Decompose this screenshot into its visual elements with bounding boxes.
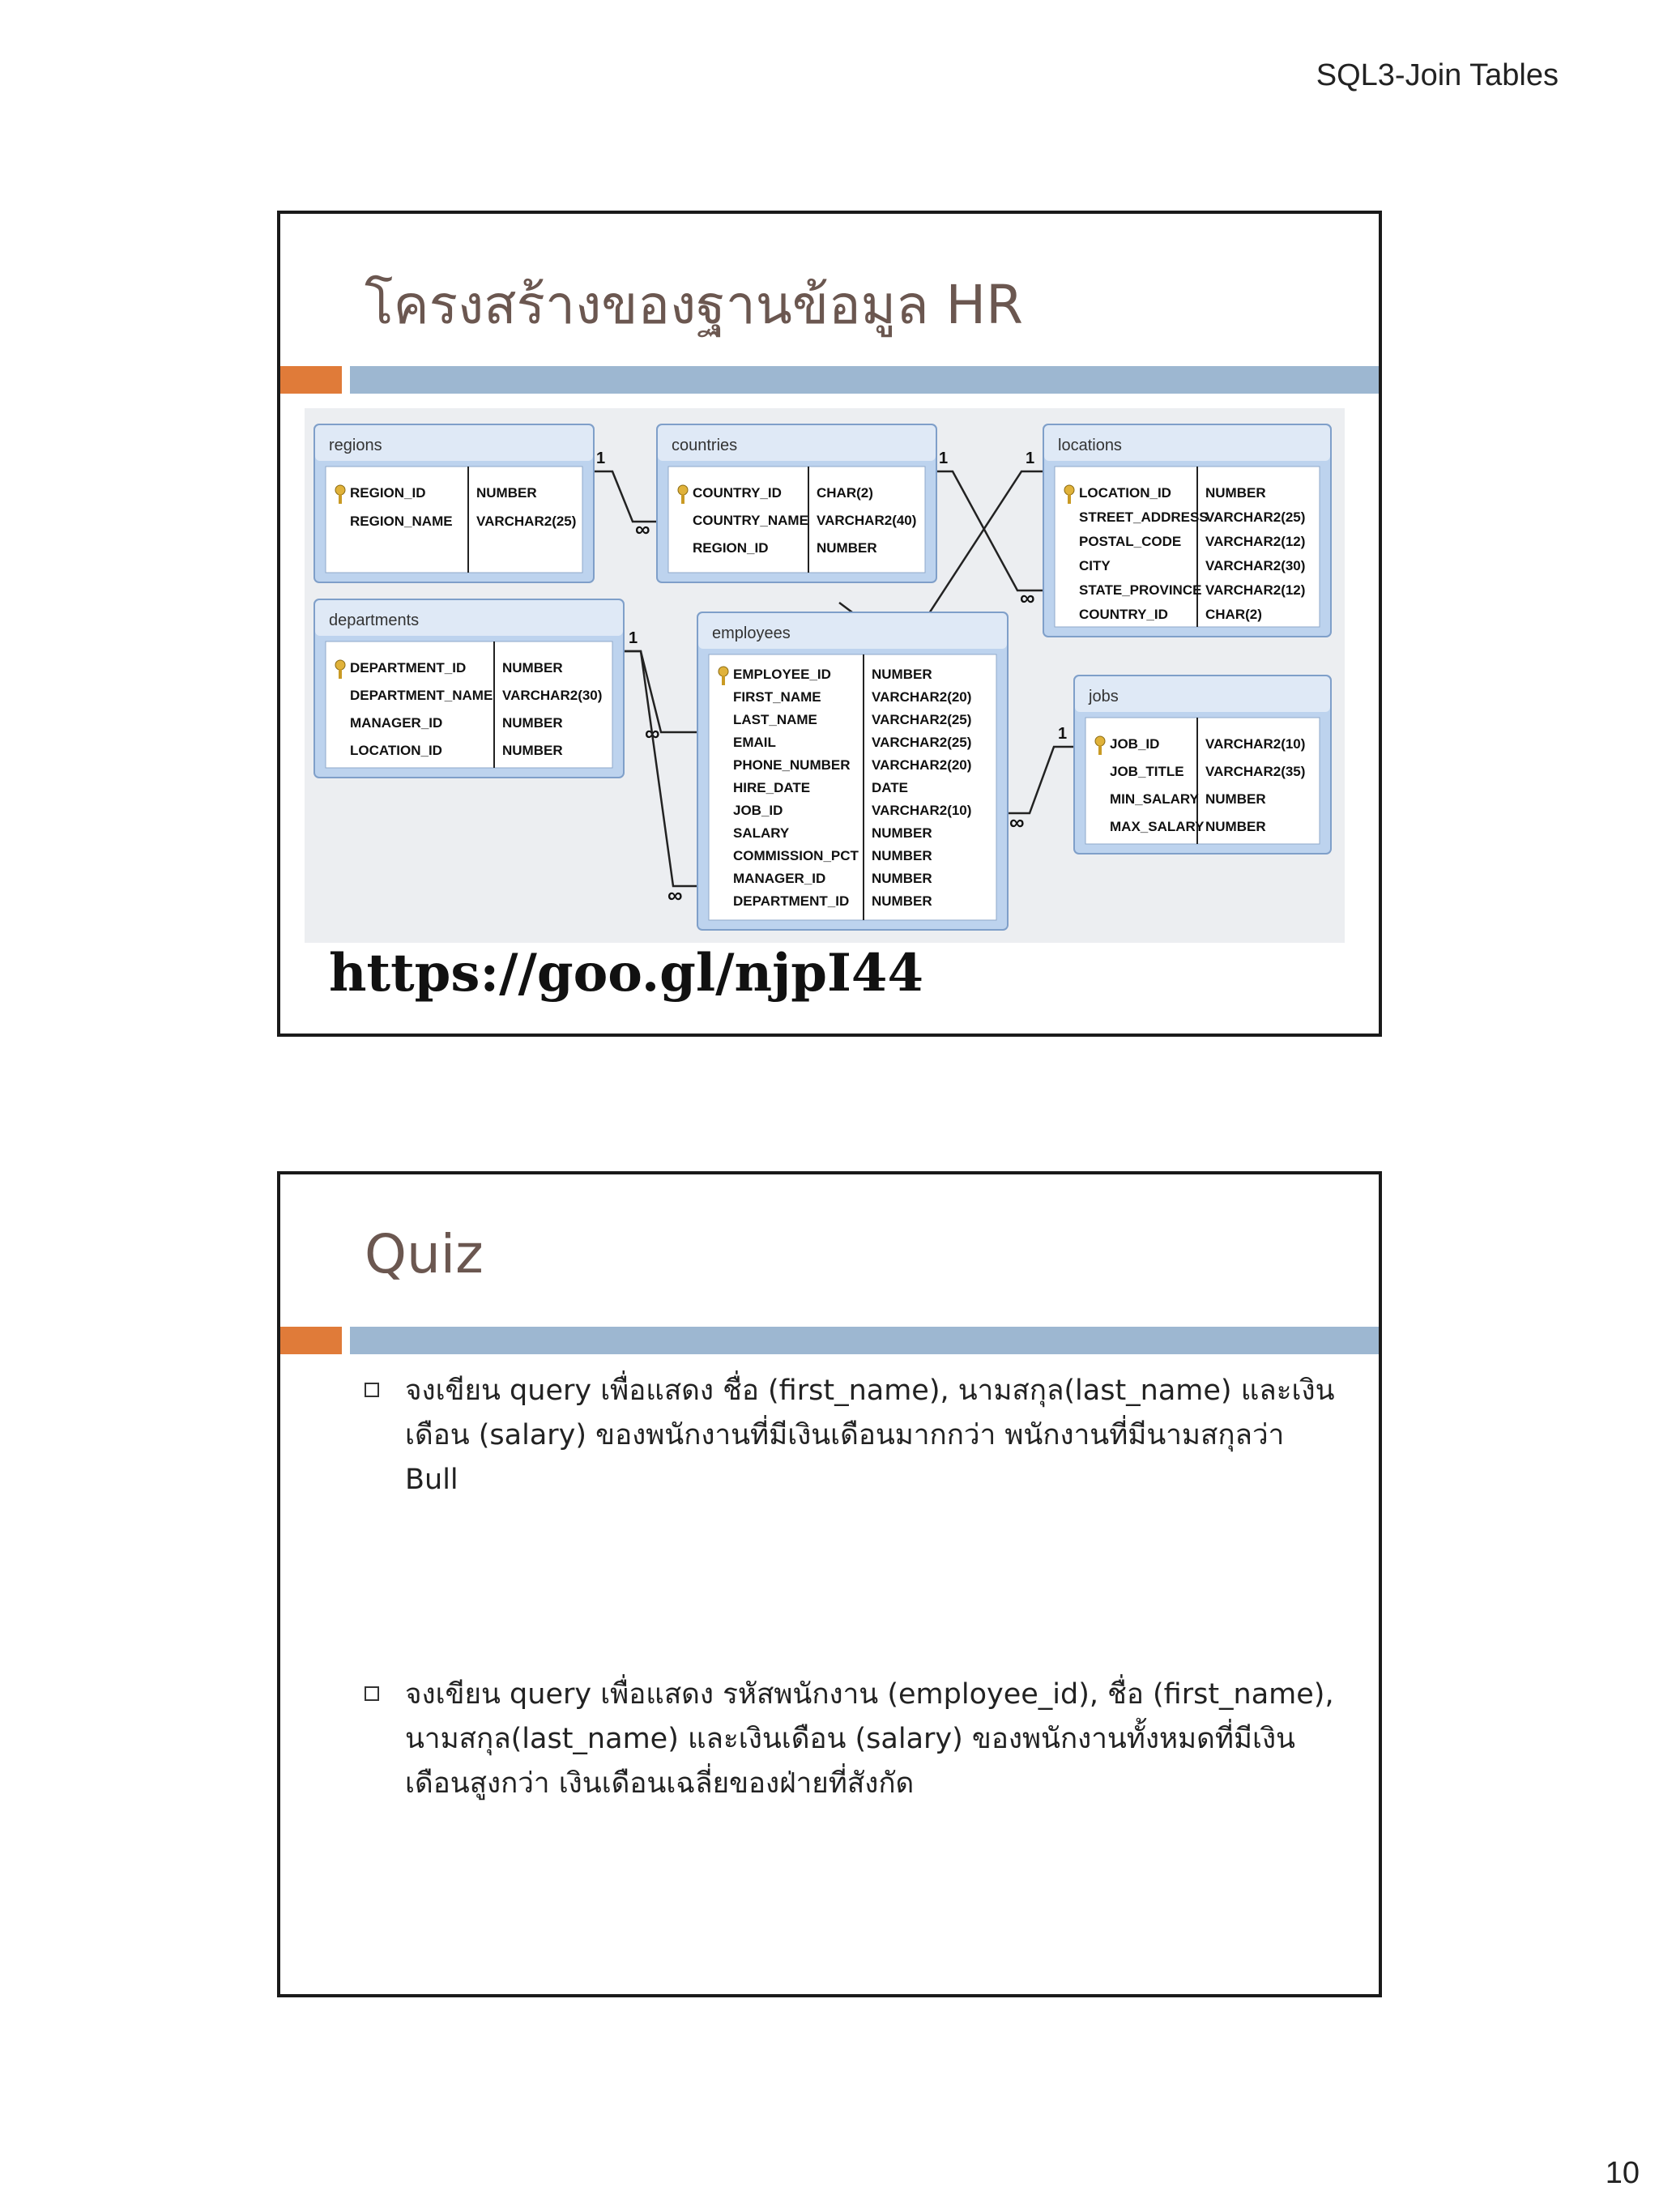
column-type: VARCHAR2(12) <box>1205 534 1306 549</box>
key-head <box>335 660 345 670</box>
cardinality-many: ∞ <box>667 883 683 907</box>
page-header-title: SQL3-Join Tables <box>1316 58 1559 92</box>
column-type: DATE <box>872 780 909 795</box>
column-type: NUMBER <box>817 540 877 556</box>
table-name: locations <box>1058 437 1122 454</box>
column-name: PHONE_NUMBER <box>733 757 851 773</box>
column-type: NUMBER <box>1205 791 1266 807</box>
column-name: EMAIL <box>733 735 776 750</box>
column-type: VARCHAR2(20) <box>872 757 972 773</box>
column-name: HIRE_DATE <box>733 780 811 795</box>
column-type: NUMBER <box>872 825 932 841</box>
cardinality-many: ∞ <box>635 517 650 541</box>
quiz-item-text: จงเขียน query เพื่อแสดง ชื่อ (first_name), นามสกุล(last_name) และเงินเดือน (salary) ของพนักงานที่มีเงินเดือนมากกว่า พนักงานที่มีนามสกุลว่า Bull <box>405 1375 1335 1496</box>
accent-bar-orange <box>280 366 342 394</box>
key-shaft <box>1098 745 1102 755</box>
key-shaft <box>681 494 684 504</box>
column-name: COUNTRY_ID <box>693 485 782 501</box>
slide-quiz <box>277 1171 1382 1997</box>
column-name: LAST_NAME <box>733 712 817 727</box>
column-name: STREET_ADDRESS <box>1079 509 1209 525</box>
column-name: SALARY <box>733 825 790 841</box>
table-name: jobs <box>1089 688 1119 705</box>
column-name: JOB_TITLE <box>1110 764 1184 779</box>
column-type: VARCHAR2(25) <box>872 735 972 750</box>
column-type: VARCHAR2(12) <box>1205 582 1306 598</box>
key-shaft <box>1068 494 1071 504</box>
cardinality-one: 1 <box>939 450 949 467</box>
table-jobs <box>1074 676 1331 854</box>
cardinality-many: ∞ <box>645 721 660 745</box>
key-head <box>1064 485 1074 495</box>
slide-title: Quiz <box>365 1223 484 1285</box>
column-type: NUMBER <box>502 743 563 758</box>
column-name: DEPARTMENT_NAME <box>350 688 493 703</box>
page-number: 10 <box>1605 2156 1640 2190</box>
table-countries <box>657 424 936 582</box>
key-shaft <box>339 494 342 504</box>
accent-bar-blue <box>350 1327 1379 1354</box>
table-name: departments <box>329 612 420 629</box>
column-type: NUMBER <box>872 893 932 909</box>
slide-title: โครงสร้างของฐานข้อมูล HR <box>365 274 1024 336</box>
column-name: LOCATION_ID <box>1079 485 1171 501</box>
column-name: MIN_SALARY <box>1110 791 1199 807</box>
quiz-item-text: จงเขียน query เพื่อแสดง รหัสพนักงาน (employee_id), ชื่อ (first_name), นามสกุล(last_name) และเงินเดือน (salary) ของพนักงานทั้งหมดที่มีเงินเดือนสูงกว่า เงินเดือนเฉลี่ยของฝ่ายที่สังกัด <box>405 1678 1334 1800</box>
cardinality-one: 1 <box>629 629 638 647</box>
key-shaft <box>722 676 725 685</box>
key-head <box>1095 736 1105 746</box>
key-head <box>678 485 688 495</box>
column-type: VARCHAR2(20) <box>872 689 972 705</box>
cardinality-one: 1 <box>596 450 606 467</box>
table-name: countries <box>672 437 738 454</box>
column-name: FIRST_NAME <box>733 689 821 705</box>
column-type: NUMBER <box>502 660 563 676</box>
quiz-item <box>365 1369 1345 1502</box>
table-regions <box>314 424 594 582</box>
column-name: DEPARTMENT_ID <box>733 893 850 909</box>
column-name: MAX_SALARY <box>1110 819 1205 834</box>
column-type: NUMBER <box>872 848 932 863</box>
square-bullet-icon <box>365 1383 379 1397</box>
table-name: employees <box>712 624 791 642</box>
quiz-list <box>365 1369 1345 1806</box>
column-name: COMMISSION_PCT <box>733 848 859 863</box>
cardinality-one: 1 <box>1058 725 1068 743</box>
schema-url[interactable]: https://goo.gl/njpI44 <box>329 943 923 1004</box>
column-name: REGION_ID <box>693 540 769 556</box>
column-name: COUNTRY_ID <box>1079 607 1168 622</box>
column-name: DEPARTMENT_ID <box>350 660 467 676</box>
column-type: NUMBER <box>872 667 932 682</box>
column-type: CHAR(2) <box>1205 607 1262 622</box>
column-type: VARCHAR2(25) <box>872 712 972 727</box>
column-type: CHAR(2) <box>817 485 873 501</box>
column-name: JOB_ID <box>1110 736 1160 752</box>
table-name: regions <box>329 437 382 454</box>
column-type: NUMBER <box>1205 819 1266 834</box>
quiz-item <box>365 1673 1345 1806</box>
column-type: VARCHAR2(10) <box>872 803 972 818</box>
square-bullet-icon <box>365 1686 379 1701</box>
cardinality-one: 1 <box>1026 450 1035 467</box>
column-name: MANAGER_ID <box>350 715 443 731</box>
column-type: VARCHAR2(35) <box>1205 764 1306 779</box>
cardinality-many: ∞ <box>1009 810 1025 834</box>
column-name: STATE_PROVINCE <box>1079 582 1202 598</box>
table-departments <box>314 599 624 778</box>
column-name: LOCATION_ID <box>350 743 442 758</box>
column-name: JOB_ID <box>733 803 783 818</box>
column-type: NUMBER <box>1205 485 1266 501</box>
column-type: NUMBER <box>872 871 932 886</box>
column-name: COUNTRY_NAME <box>693 513 808 528</box>
column-name: REGION_ID <box>350 485 426 501</box>
column-type: NUMBER <box>476 485 537 501</box>
key-head <box>335 485 345 495</box>
column-name: CITY <box>1079 558 1111 573</box>
column-name: MANAGER_ID <box>733 871 826 886</box>
key-head <box>719 667 728 676</box>
column-name: POSTAL_CODE <box>1079 534 1182 549</box>
cardinality-many: ∞ <box>1020 586 1035 610</box>
column-type: VARCHAR2(10) <box>1205 736 1306 752</box>
table-locations <box>1043 424 1331 637</box>
column-type: VARCHAR2(25) <box>476 514 577 529</box>
slide-hr-schema <box>277 211 1382 1037</box>
er-diagram <box>305 408 1345 943</box>
accent-bar-blue <box>350 366 1379 394</box>
key-shaft <box>339 669 342 679</box>
column-type: VARCHAR2(25) <box>1205 509 1306 525</box>
column-type: NUMBER <box>502 715 563 731</box>
column-type: VARCHAR2(40) <box>817 513 917 528</box>
accent-bar-orange <box>280 1327 342 1354</box>
column-type: VARCHAR2(30) <box>502 688 603 703</box>
column-name: EMPLOYEE_ID <box>733 667 831 682</box>
table-employees <box>697 612 1008 930</box>
column-name: REGION_NAME <box>350 514 453 529</box>
column-type: VARCHAR2(30) <box>1205 558 1306 573</box>
